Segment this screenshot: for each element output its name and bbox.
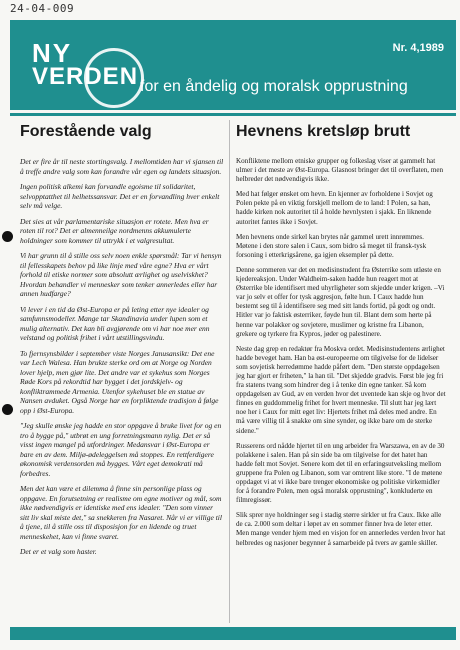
handwritten-date: 24-04-009 [10, 2, 75, 15]
right-paragraph: Med hat følger ønsket om hevn. En kjenner av forholdene i Sovjet og Polen pekte på en viktig forskjell mellom de to land: I Polen, sa han, hadde kirken nok autoritet til å holde hevnlysten i sjakk. En liknende autoritet fantes ikke i Sovjet. [236, 190, 433, 226]
left-paragraph: Ingen politisk alkemi kan forvandle egoisme til solidaritet, selvopptatthet til helhetssansvar. Det er en forvandling hver enkelt selv må velge. [20, 182, 220, 210]
punch-hole [2, 231, 13, 242]
right-paragraph: Men hevnens onde sirkel kan brytes når gammel urett innrømmes. Møtene i den store salen i Caux, som bidro så meget til fransk-tysk forsoning i etterkrigsårene, ga igjen eksempler på dette. [236, 232, 427, 259]
right-article-title: Hevnens kretsløp brutt [236, 123, 411, 140]
left-article [20, 123, 224, 563]
punch-hole [2, 404, 13, 415]
tagline: for en åndelig og moralsk opprustning [140, 78, 408, 95]
column-divider [229, 120, 230, 623]
logo [32, 38, 139, 90]
footer-band [10, 627, 456, 640]
masthead-banner [10, 20, 456, 110]
left-paragraph: Det er et valg som haster. [20, 547, 97, 556]
issue-number: Nr. 4,1989 [392, 42, 444, 54]
left-article-title: Forestående valg [20, 123, 152, 140]
left-paragraph: Det sies at vår parlamentariske situasjon er rotete. Men hva er roten til rot? Det er almenneilge nordmenns akkumulerte holdninger som kommer til uttrykk i et valgresultat. [20, 216, 209, 245]
right-paragraph: Denne sommeren var det en medisinstudent fra Østerrike som utløste en kjedereaksjon. Under Waldheim-saken hadde hun reagert mot at Østerrike ble identifisert med uhyrligheter som skjedde under krigen. –Vi var jo selv et offer for tysk aggresjon, følte hun. I Caux hadde hun bestemt seg til å identifisere seg med sitt lands fortid, på godt og ondt. Hitler var jo faktisk østerriker, føyde hun til. Blant dem som hørte på henne var polakker og sovjetere, muslimer og kristne fra Libanon, grekere og tyrkere fra Kypros, jøder og palestinere. [236, 265, 445, 338]
left-paragraph: Vi lever i en tid da Øst-Europa er på leting etter nye idealer og samfunnsmodeller. Mange tar Skandinavia under lupen som et mulig alternativ. Det kan bli avgjørende om vi har noe mer enn velstand og politisk frihet i vårt utstillingsvindu. [20, 304, 210, 342]
right-paragraph: Slik sprer nye holdninger seg i stadig større sirkler ut fra Caux. Ikke alle de ca. 2.000 som deltar i løpet av en sommer finner hva de leter etter. Men mange vender hjem med en visjon for en annerledes verden hvor hat helbredes og nasjoner begynner å samarbeide på tvers av gamle skiller. [236, 511, 446, 547]
left-paragraph: Det er fire år til neste stortingsvalg. I mellomtiden har vi sjansen til å treffe andre valg som kan forandre vår egen og landets situasjon. [20, 157, 224, 176]
logo-line2: VERDEN [32, 63, 139, 90]
left-paragraph: Men det kan være et dilemma å finne sin personlige plass og oppgave. En forutsetning er realisme om egne motiver og mål, som ikke nødvendigvis er identiske med ens idealer. "Den som vinner sitt liv skal miste det," sa snekkeren fra Nasaret. Når vi er villige til å tjene, til å stille oss til disposisjon for en lidende og truet menneskehet, kan vi finne svaret. [20, 484, 222, 541]
right-paragraph: Russerens ord nådde hjertet til en ung arbeider fra Warszawa, en av de 30 polakkene i salen. Han på sin side ba om tilgivelse for det hatet han hadde følt mot Sovjet. Senere kom det til en erfaringsutveksling mellom gruppene fra Polen og Libanon, som var omtrent like store. "I de møtene oppdaget vi at vi ikke bare trenger økonomiske og politiske virkemidler for å forandre Polen, men også moralsk opprustning", konkluderte en filmregissør. [236, 441, 445, 505]
left-paragraph: To fjernsynsbilder i september viste Norges Janusansikt: Det ene var Lech Walesa. Han brukte sterke ord om at Norge og Norden lover hjelp, men gjør lite. Det andre var et sykehus som Norges Røde Kors på rekordtid har bygget i det jordskjelv- og konfliktrammede Armenia. Utenfor sykehuset ble en statue av Nansen avduket. Også Norge har en forpliktende tradisjon å følge opp i Øst-Europa. [20, 348, 219, 415]
right-paragraph: Konfliktene mellom etniske grupper og folkeslag viser at gammelt hat ulmer i det meste av Øst-Europa. Glasnost bringer det til overflaten, men helbreder det nødvendigvis ikke. [236, 157, 444, 184]
logo-line1: NY [32, 38, 73, 68]
header-rule [10, 113, 456, 116]
right-paragraph: Neste dag grep en redaktør fra Moskva ordet. Medisinstudentens ærlighet hadde beveget ham. Han ba øst-europeerne om tilgivelse for de lidelser som sovjetisk herredømme hadde påført dem. "Den største oppdagelsen jeg har gjort er friheten," la han til. "Det skjedde gradvis. Først ble jeg fri fra statens tvang som hindrer deg i å tenke din egne tanker. Så kom oppdagelsen av Gud, av en verden hvor det uventede kan skje og hvor det finnes en guddommelig frihet for hvert menneske. Til slutt har jeg lært noe her i Caux for mitt eget liv: Hjertets frihet må deles med andre. En må være villig til å snakke om sine synder, og ikke bare om de sterke sidene." [236, 344, 446, 435]
left-paragraph: "Jeg skulle ønske jeg hadde en stor oppgave å bruke livet for og en tro å bygge på," utbrøt en ung forretningsmann nylig. Det er så visst ingen mangel på utfordringer. Medansvar i Øst-Europa er bare en av dem. Miljø-ødeleggelsen må stoppes. En rettferdigere økonomisk verdensorden må bygges. Vårt eget demokrati må forbedres. [20, 421, 222, 478]
right-article [236, 123, 446, 554]
left-paragraph: Vi har grunn til å stille oss selv noen enkle spørsmål: Tar vi hensyn til fellesskapets behov på like linje med våre egne? Hva er vårt forhold til etiske normer som absolutt ærlighet og uselviskhet? Hvordan behandler vi mennesker som tenker annerledes eller har annen hudfarge? [20, 251, 222, 298]
